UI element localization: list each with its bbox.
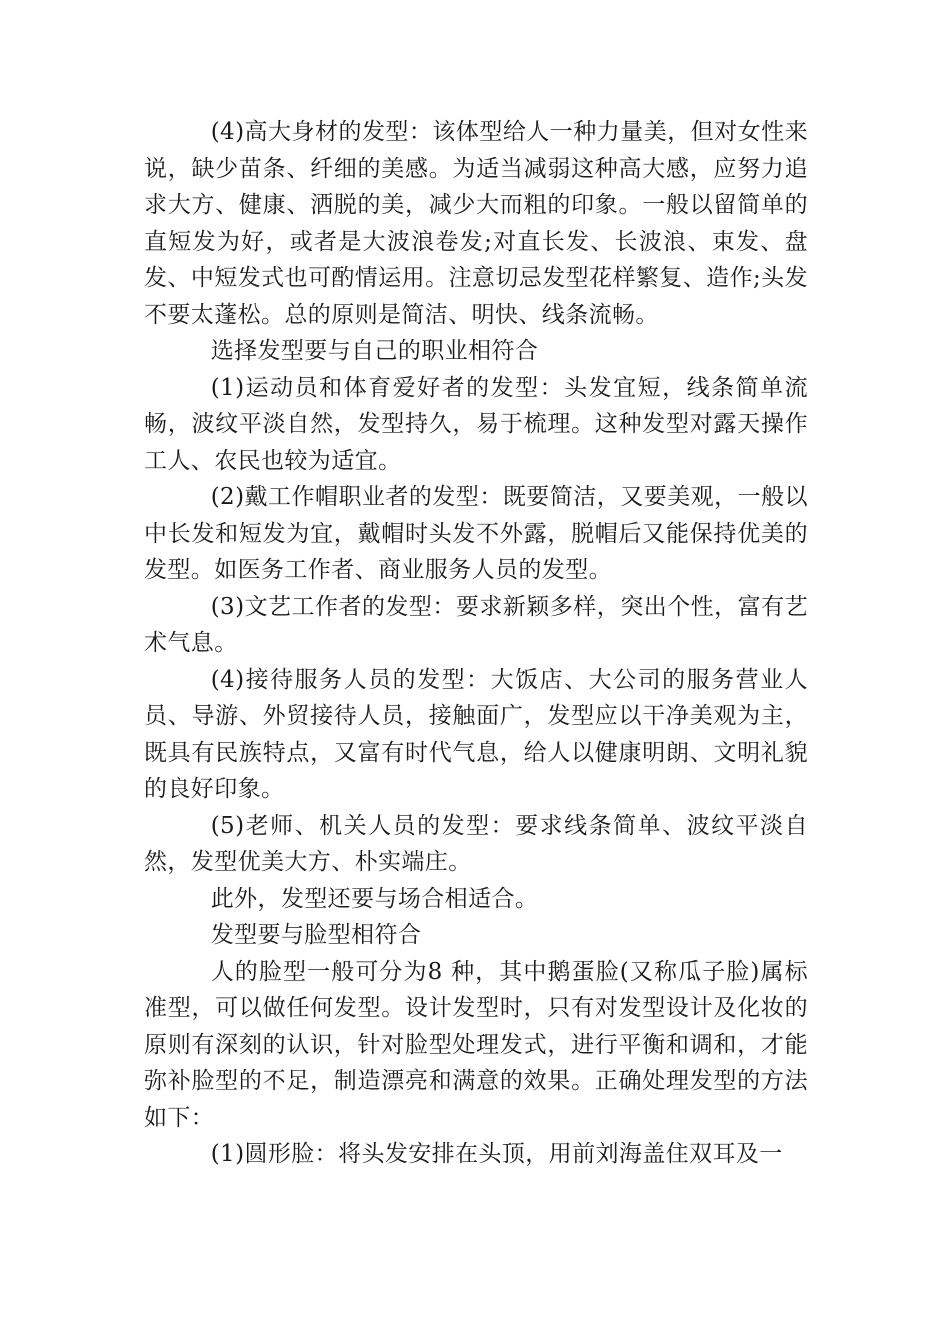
document-body (144, 114, 808, 1173)
paragraph-tall-figure-hairstyle: (4)高大身材的发型：该体型给人一种力量美，但对女性来说，缺少苗条、纤细的美感。为适当减弱这种高大感，应努力追求大方、健康、洒脱的美，减少大而粗的印象。一般以留简单的直短发为好，或者是大波浪卷发;对直长发、长波浪、束发、盘发、中短发式也可酌情运用。注意切忌发型花样繁复、造作;头发不要太蓬松。总的原则是简洁、明快、线条流畅。 (144, 119, 808, 328)
paragraph-artist-hairstyle: (3)文艺工作者的发型：要求新颖多样，突出个性，富有艺术气息。 (144, 593, 808, 656)
paragraph-teacher-hairstyle: (5)老师、机关人员的发型：要求线条简单、波纹平淡自然，发型优美大方、朴实端庄。 (144, 812, 808, 875)
paragraph-athlete-hairstyle: (1)运动员和体育爱好者的发型：头发宜短，线条简单流畅，波纹平淡自然，发型持久，易于梳理。这种发型对露天操作工人、农民也较为适宜。 (144, 374, 808, 474)
heading-career-hairstyle: 选择发型要与自己的职业相符合 (210, 338, 539, 364)
paragraph-round-face: (1)圆形脸：将头发安排在头顶，用前刘海盖住双耳及一 (210, 1141, 783, 1167)
heading-face-shape-hairstyle: 发型要与脸型相符合 (210, 922, 422, 948)
paragraph-service-staff-hairstyle: (4)接待服务人员的发型：大饭店、大公司的服务营业人员、导游、外贸接待人员，接触面广，发型应以干净美观为主，既具有民族特点，又富有时代气息，给人以健康明朗、文明礼貌的良好印象。 (144, 666, 808, 802)
paragraph-work-cap-hairstyle: (2)戴工作帽职业者的发型：既要简洁，又要美观，一般以中长发和短发为宜，戴帽时头发不外露，脱帽后又能保持优美的发型。如医务工作者、商业服务人员的发型。 (144, 484, 808, 583)
paragraph-face-shape-intro: 人的脸型一般可分为8 种，其中鹅蛋脸(又称瓜子脸)属标准型，可以做任何发型。设计发型时，只有对发型设计及化妆的原则有深刻的认识，针对脸型处理发式，进行平衡和调和，才能弥补脸型的不足，制造漂亮和满意的效果。正确处理发型的方法如下： (144, 958, 808, 1131)
paragraph-occasion-note: 此外，发型还要与场合相适合。 (210, 885, 539, 912)
